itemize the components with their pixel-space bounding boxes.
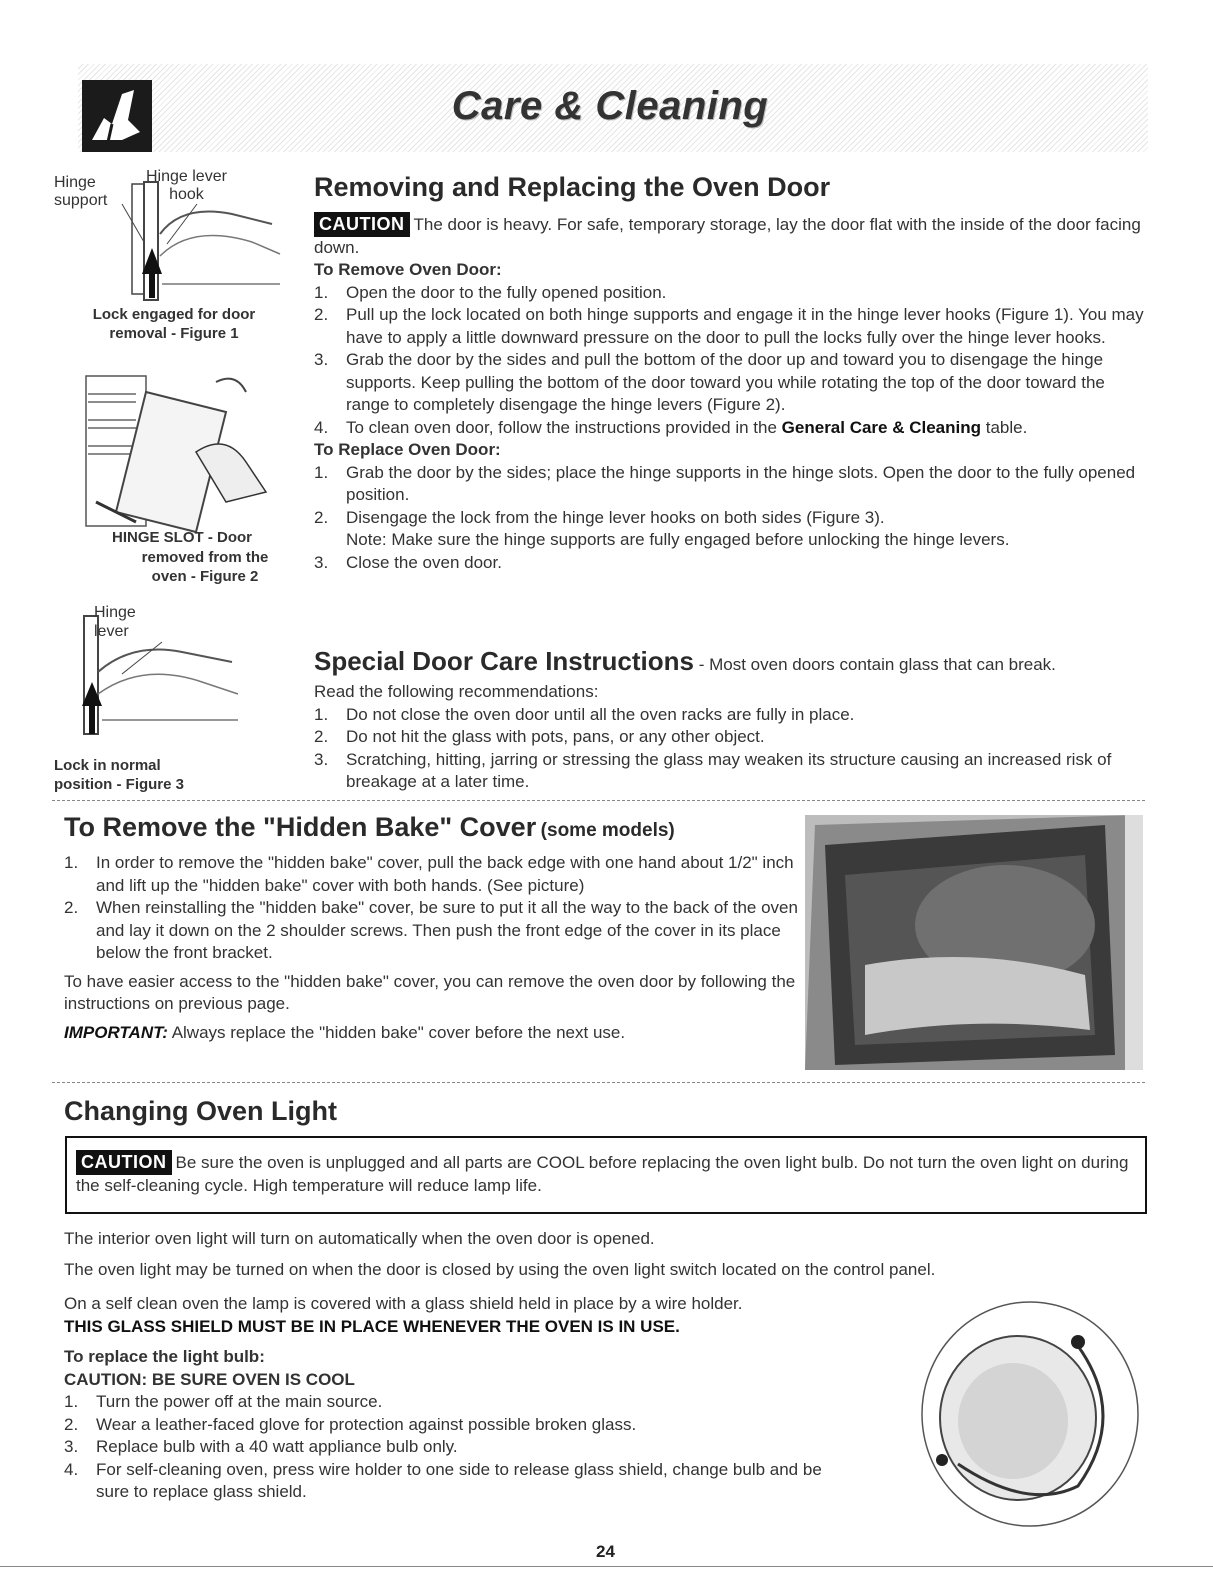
figure-3 [62,602,262,752]
list-item: 1. Do not close the oven door until all the oven racks are fully in place. [314,704,855,724]
hidden-bake-para: To have easier access to the "hidden bake" cover, you can remove the oven door by following the instructions on previous page. [64,971,796,1013]
door-section-title: Removing and Replacing the Oven Door [314,172,831,202]
caution-badge: CAUTION [314,212,410,237]
light-para2: The oven light may be turned on when the door is closed by using the oven light switch located on the control panel. [64,1259,936,1279]
special-section-title: Special Door Care Instructions [314,646,694,676]
list-item: 4. To clean oven door, follow the instructions provided in the General Care & Cleaning table. [314,417,1028,437]
hidden-bake-suffix: (some models) [540,820,675,841]
list-item: 3. Scratching, hitting, jarring or stressing the glass may weaken its structure causing an increased risk of breakage at a later time. [314,749,1112,791]
list-item: 2. Do not hit the glass with pots, pans, or any other object. [314,727,765,746]
replace-note: Note: Make sure the hinge supports are fully engaged before unlocking the hinge levers. [346,530,1010,549]
special-section [314,645,1144,794]
light-block [64,1293,924,1504]
light-section-title: Changing Oven Light [64,1096,337,1126]
caution-heading: CAUTION: BE SURE OVEN IS COOL [64,1369,355,1389]
figure-1-caption: Lock engaged for door removal - Figure 1 [92,306,256,342]
figure-3-caption: Lock in normal position - Figure 3 [54,757,184,793]
label-hinge-support: Hinge support [54,174,108,209]
label-hinge-lever-hook: Hinge lever hook [146,168,227,203]
hidden-bake-heading [64,812,675,843]
figure-2-caption-line2: removed from the oven - Figure 2 [141,549,269,585]
page-title: Care & Cleaning [451,84,769,128]
door-caution [314,212,1144,259]
important-label: IMPORTANT: [64,1022,168,1042]
bottom-rule [0,1566,1213,1567]
replace-heading: To Replace Oven Door: [314,440,501,459]
list-item: 2. When reinstalling the "hidden bake" cover, be sure to put it all the way to the back of the oven and lay it down on the 2 shoulder screws. Then push the front edge of the cover in its place below the front bracket. [64,898,798,962]
light-para1: The interior oven light will turn on automatically when the oven door is opened. [64,1229,655,1248]
light-caution-text: Be sure the oven is unplugged and all parts are COOL before replacing the oven light bulb. Do not turn the oven light on during the self-cleaning cycle. High temperature will reduce lamp life. [76,1153,1129,1195]
special-intro2: Read the following recommendations: [314,682,599,701]
list-item: 4. For self-cleaning oven, press wire holder to one side to release glass shield, change bulb and be sure to replace glass shield. [64,1459,822,1501]
hidden-bake-photo [805,815,1143,1070]
page-number: 24 [596,1542,615,1561]
figure-2 [76,372,286,542]
light-paragraphs [64,1228,1144,1281]
figure-2-caption-line1: HINGE SLOT - Door [112,529,252,546]
list-item: 3. Grab the door by the sides and pull the bottom of the door up and toward you to disengage the hinge supports. Keep pulling the bottom of the door toward you while rotating the top of the door toward the range to completely disengage the hinge levers (Figure 2). [314,350,1105,414]
remove-heading: To Remove Oven Door: [314,260,502,279]
door-caution-text: The door is heavy. For safe, temporary storage, lay the door flat with the inside of the door facing down. [314,215,1141,257]
list-item: 3. Replace bulb with a 40 watt appliance bulb only. [64,1437,458,1456]
hidden-bake-block [64,852,799,1044]
light-caution [76,1150,1136,1197]
label-hinge-lever: Hinge lever [94,604,136,640]
list-item: 3. Close the oven door. [314,552,502,572]
divider [52,1082,1145,1083]
special-intro: - Most oven doors contain glass that can break. [698,655,1056,674]
hidden-bake-title: To Remove the "Hidden Bake" Cover [64,812,537,842]
list-item: 1. Grab the door by the sides; place the hinge supports in the hinge slots. Open the door to the fully opened position. [314,462,1136,504]
light-bulb-shield-figure [918,1296,1143,1528]
list-item: 2. Pull up the lock located on both hinge supports and engage it in the hinge lever hooks (Figure 1). You may have to apply a little downward pressure on the door to pull the locks fully over the hinge lever hooks. [314,305,1144,347]
important-text: Always replace the "hidden bake" cover before the next use. [171,1022,626,1042]
list-item: 1. Turn the power off at the main source. [64,1392,383,1411]
replace-bulb-heading: To replace the light bulb: [64,1347,265,1366]
glass-shield-warning: THIS GLASS SHIELD MUST BE IN PLACE WHENEVER THE OVEN IS IN USE. [64,1316,680,1336]
remove-door-block [314,259,1144,574]
list-item: 1. In order to remove the "hidden bake" cover, pull the back edge with one hand about 1/2" inch and lift up the "hidden bake" cover with both hands. (See picture) [64,853,794,895]
divider [52,800,1145,801]
cleaning-hand-icon [82,80,152,152]
light-para3: On a self clean oven the lamp is covered with a glass shield held in place by a wire holder. [64,1294,743,1313]
list-item: 2. Wear a leather-faced glove for protection against possible broken glass. [64,1414,637,1434]
caution-badge: CAUTION [76,1150,172,1175]
list-item: 1. Open the door to the fully opened position. [314,282,667,302]
list-item: 2. Disengage the lock from the hinge lever hooks on both sides (Figure 3). [314,507,885,527]
